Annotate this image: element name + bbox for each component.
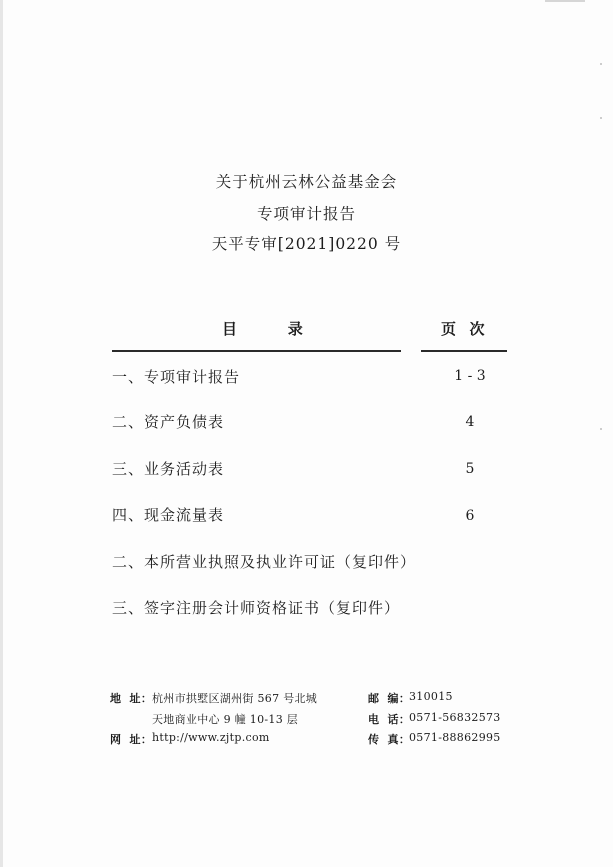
report-number: 天平专审[2021]0220 号: [211, 235, 402, 253]
toc-item-page: 1 - 3: [454, 368, 486, 384]
toc-item-page: 4: [465, 414, 475, 430]
scan-edge: [0, 0, 3, 867]
report-title-line1: 关于杭州云林公益基金会: [215, 173, 398, 191]
toc-header-page: 页 次: [441, 320, 486, 338]
postcode-value: 310015: [409, 690, 453, 703]
toc-item-page: 6: [465, 508, 475, 524]
toc-item-label: 三、业务活动表: [112, 460, 225, 478]
toc-item-label: 二、本所营业执照及执业许可证（复印件）: [112, 553, 417, 571]
postcode-label: 邮 编：: [368, 692, 411, 705]
scan-speck: [600, 117, 602, 119]
toc-rule-left: [112, 350, 401, 352]
phone-label: 电 话：: [368, 713, 411, 726]
scan-mark: [545, 0, 585, 2]
phone-value: 0571-56832573: [409, 711, 501, 724]
toc-item-page: 5: [465, 461, 475, 477]
toc-item-label: 四、现金流量表: [112, 506, 225, 524]
toc-item-label: 二、资产负债表: [112, 413, 225, 431]
scan-speck: [600, 63, 602, 65]
fax-label: 传 真：: [368, 733, 411, 746]
address-line2: 天地商业中心 9 幢 10-13 层: [152, 713, 299, 726]
website-label: 网 址：: [110, 733, 153, 746]
toc-header-contents: 目 录: [222, 320, 304, 338]
toc-item-label: 一、专项审计报告: [112, 368, 241, 386]
toc-rule-right: [421, 350, 507, 352]
address-line1: 杭州市拱墅区湖州街 567 号北城: [152, 692, 318, 705]
toc-item-label: 三、签字注册会计师资格证书（复印件）: [112, 599, 401, 617]
address-label: 地 址：: [110, 692, 153, 705]
fax-value: 0571-88862995: [409, 731, 501, 744]
report-title-line2: 专项审计报告: [256, 205, 356, 223]
scan-speck: [600, 428, 602, 430]
website-value: http://www.zjtp.com: [152, 731, 270, 744]
